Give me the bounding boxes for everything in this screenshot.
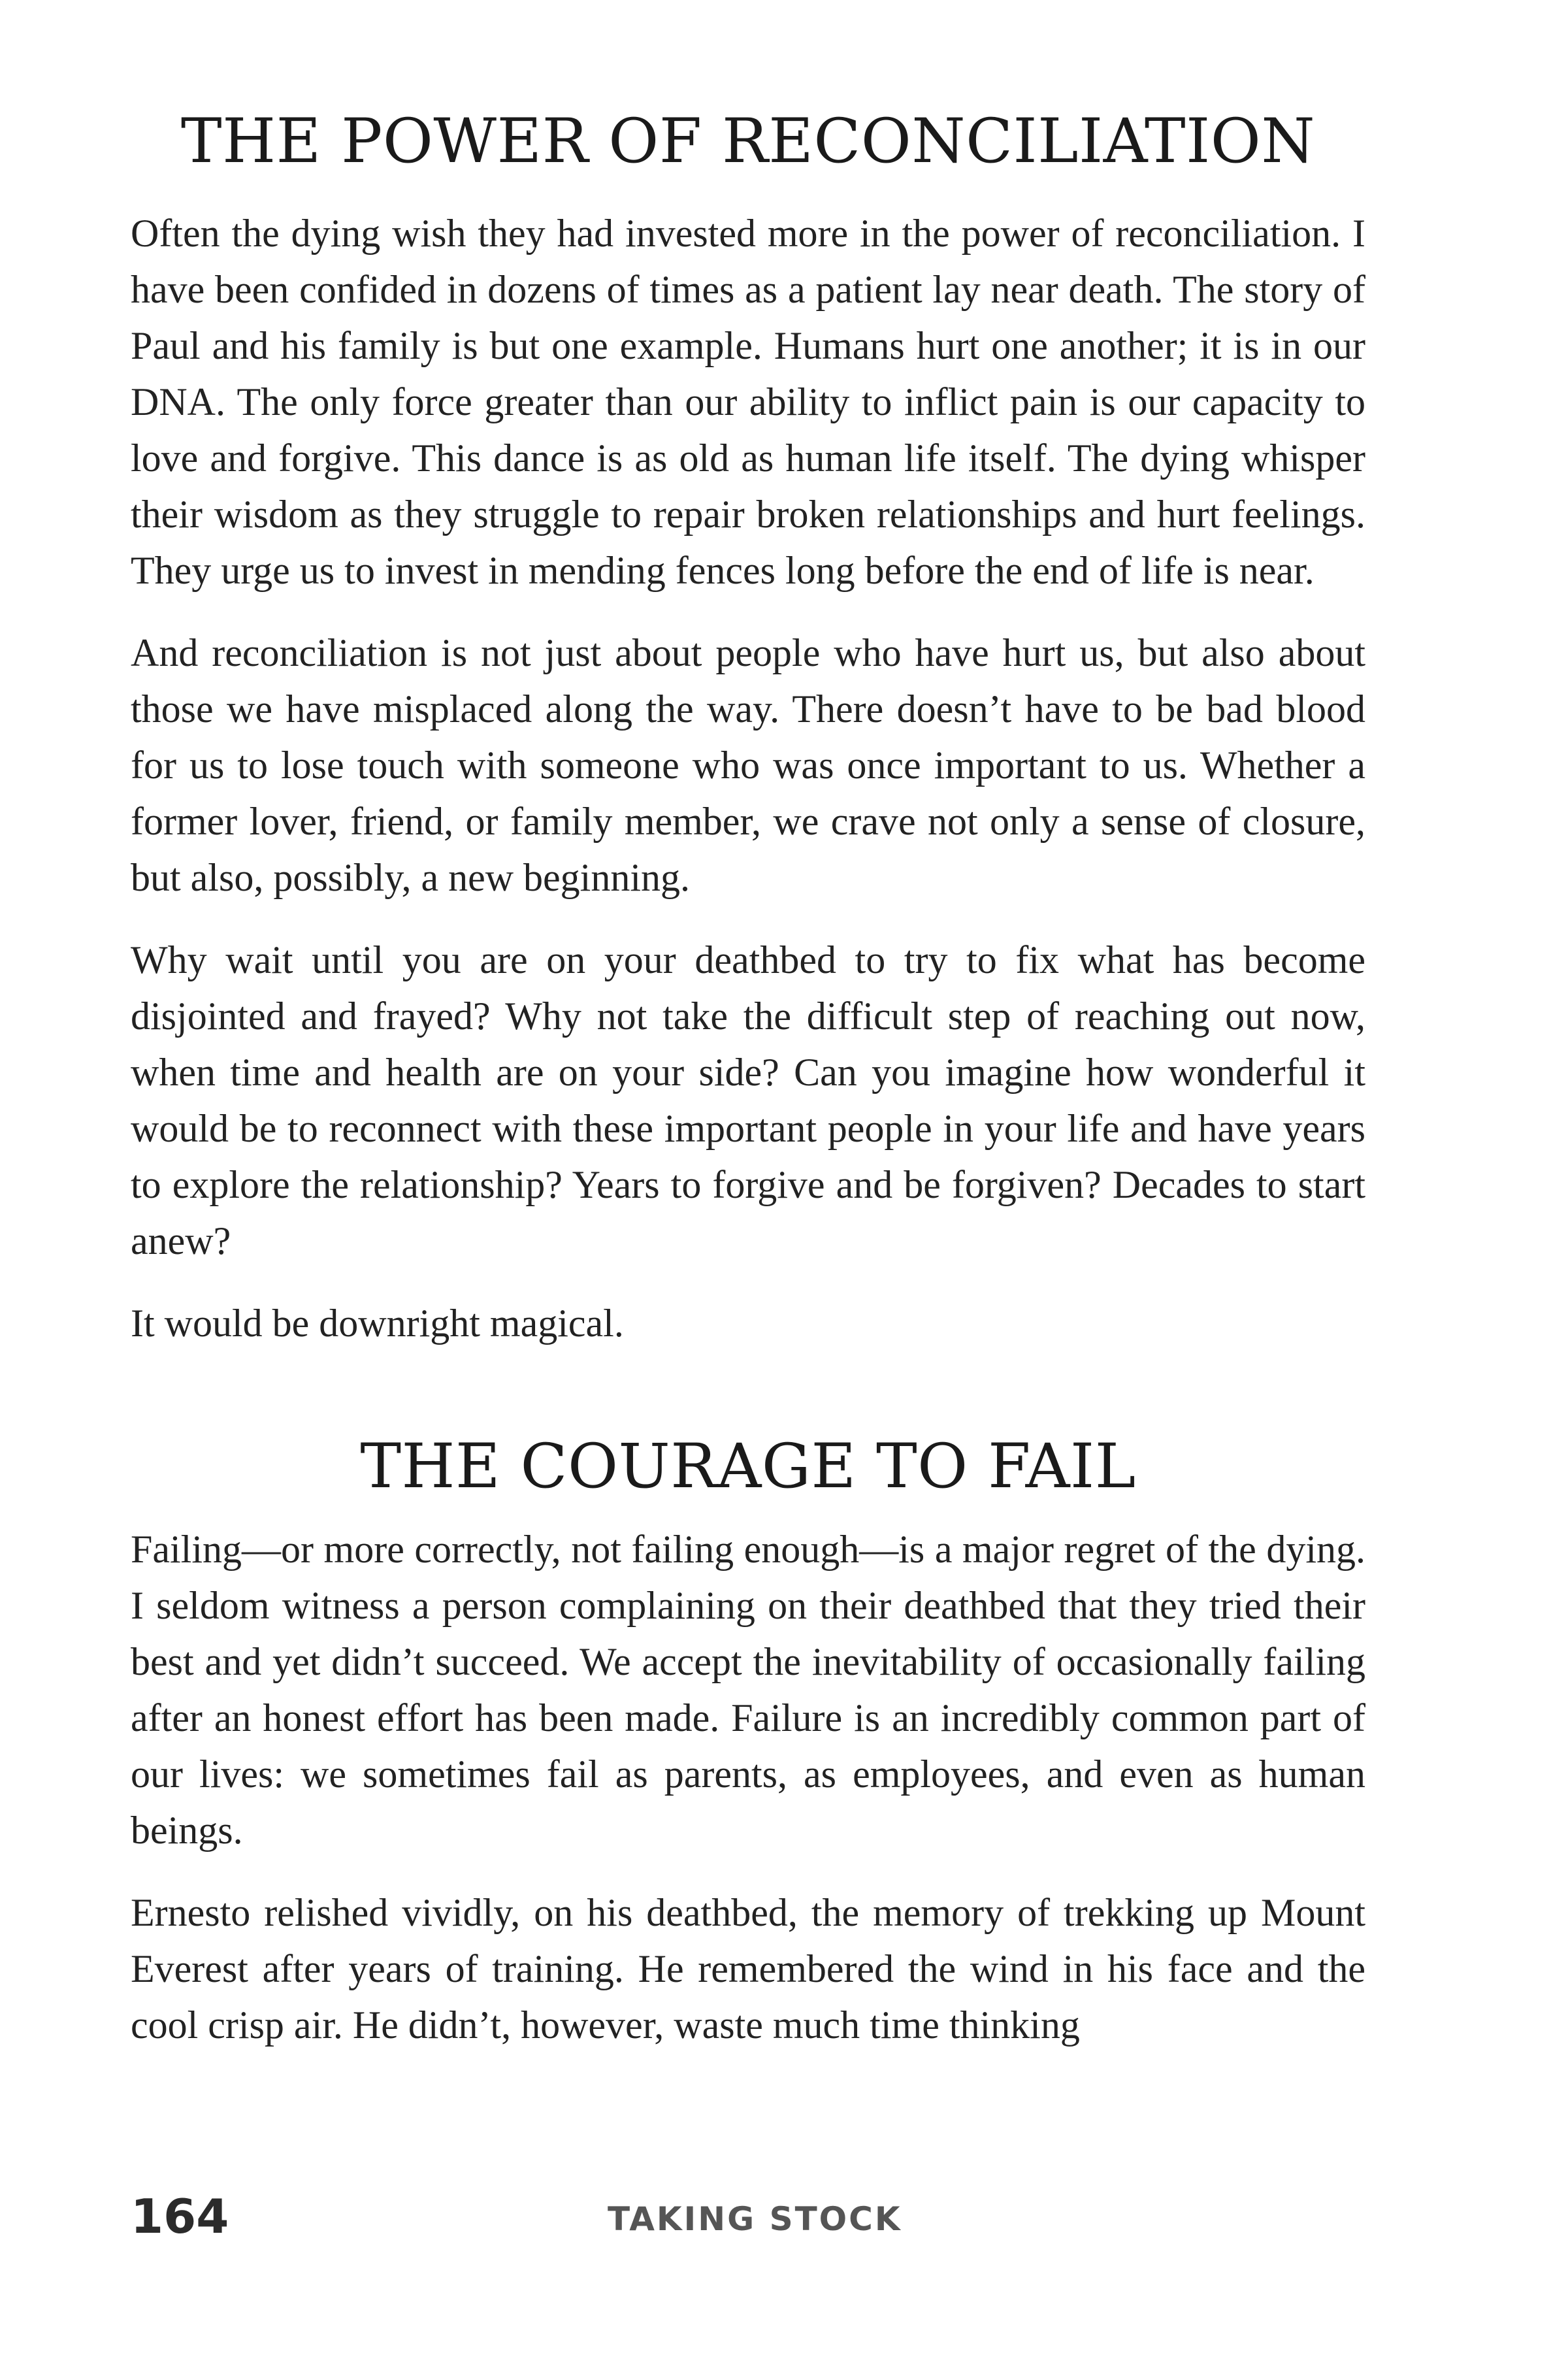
page-footer: [131, 2190, 1365, 2243]
paragraph: Often the dying wish they had invested more in the power of reconciliation. I have been confided in dozens of times as a patient lay near death. The story of Paul and his family is but one example. Humans hurt one another; it is in our DNA. The only force greater than our ability to inflict pain is our capacity to love and forgive. This dance is as old as human life itself. The dying whisper their wisdom as they struggle to repair broken relationships and hurt feelings. They urge us to invest in mending fences long before the end of life is near.: [131, 212, 1365, 592]
section-heading-reconciliation: THE POWER OF RECONCILIATION: [180, 106, 1316, 177]
page-body: [131, 106, 1365, 2053]
page-number: 164: [131, 2189, 229, 2244]
paragraph: Ernesto relished vividly, on his deathbed, the memory of trekking up Mount Everest after years of training. He remembered the wind in his face and the cool crisp air. He didn’t, however, waste much time thinking: [131, 1891, 1365, 2047]
running-head: TAKING STOCK: [608, 2200, 902, 2238]
paragraph: Why wait until you are on your deathbed to try to fix what has become disjointed and frayed? Why not take the difficult step of reaching out now, when time and health are on your side? Can you imagine how wonderful it would be to reconnect with these important people in your life and have years to explore the relationship? Years to forgive and be forgiven? Decades to start anew?: [131, 938, 1365, 1262]
paragraph: And reconciliation is not just about people who have hurt us, but also about those we have misplaced along the way. There doesn’t have to be bad blood for us to lose touch with someone who was once important to us. Whether a former lover, friend, or family member, we crave not only a sense of closure, but also, possibly, a new beginning.: [131, 631, 1365, 899]
paragraph: Failing—or more correctly, not failing enough—is a major regret of the dying. I seldom witness a person complaining on their deathbed that they tried their best and yet didn’t succeed. We accept the inevitability of occasionally failing after an honest effort has been made. Failure is an incredibly common part of our lives: we sometimes fail as parents, as employees, and even as human beings.: [131, 1528, 1365, 1852]
paragraph: It would be downright magical.: [131, 1302, 624, 1345]
section-heading-courage: THE COURAGE TO FAIL: [360, 1431, 1136, 1502]
